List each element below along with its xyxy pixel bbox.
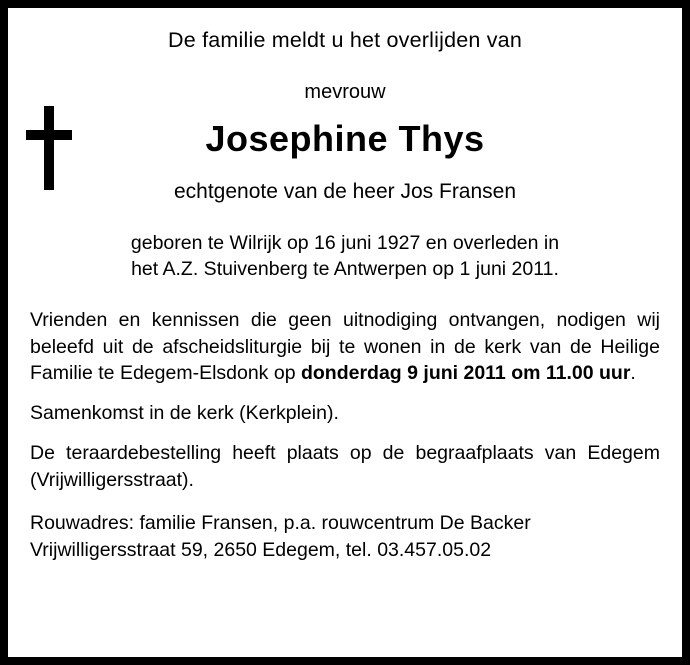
latin-cross-icon — [26, 106, 72, 190]
service-datetime: donderdag 9 juni 2011 om 11.00 uur — [300, 362, 631, 385]
invitation-paragraph — [30, 307, 660, 388]
mourning-address-line-2: Vrijwilligersstraat 59, 2650 Edegem, tel. 03.457.05.02 — [30, 538, 492, 561]
burial-text: De teraardebestelling heeft plaats op de begraafplaats van Edegem (Vrijwilligersstraat). — [30, 442, 660, 492]
cross-vertical-bar — [44, 106, 54, 190]
deceased-name: Josephine Thys — [205, 118, 485, 159]
cross-horizontal-bar — [26, 130, 72, 140]
spouse-text: echtgenote van de heer Jos Fransen — [173, 180, 517, 203]
salutation-text: mevrouw — [304, 81, 386, 103]
birth-death-details — [30, 230, 660, 283]
mourning-address — [30, 510, 660, 564]
mourning-address-line-1: Rouwadres: familie Fransen, p.a. rouwcentrum De Backer — [30, 512, 531, 535]
gathering-text: Samenkomst in de kerk (Kerkplein). — [30, 402, 339, 425]
invitation-text-part1: Vrienden en kennissen die geen uitnodiging ontvangen, nodigen wij beleefd uit de afscheidsliturgie bij te wonen in de kerk van de Heilige Familie te Edegem-Elsdonk op — [30, 308, 660, 385]
death-notice-card — [8, 8, 682, 657]
invitation-text-part2: . — [630, 362, 636, 385]
notice-content — [8, 28, 682, 657]
service-details — [30, 307, 660, 494]
intro-text: De familie meldt u het overlijden van — [168, 28, 522, 52]
birth-death-line-1: geboren te Wilrijk op 16 juni 1927 en overleden in — [130, 232, 560, 254]
birth-death-line-2: het A.Z. Stuivenberg te Antwerpen op 1 juni 2011. — [131, 258, 559, 281]
